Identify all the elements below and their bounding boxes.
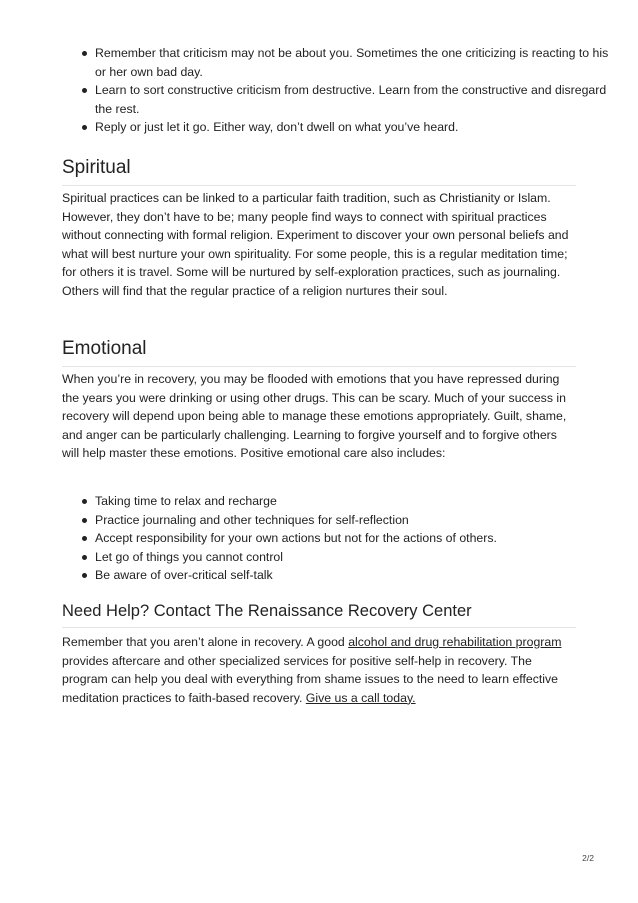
emotional-heading: Emotional xyxy=(62,337,576,367)
page-number: 2/2 xyxy=(582,853,594,863)
help-text-before-link: Remember that you aren’t alone in recovery. A good xyxy=(62,635,349,649)
list-item: Practice journaling and other techniques for self-reflection xyxy=(95,511,609,530)
list-item: Remember that criticism may not be about you. Sometimes the one criticizing is reacting to his or her own bad day. xyxy=(95,44,609,81)
list-item: Let go of things you cannot control xyxy=(95,548,609,567)
criticism-tips-list xyxy=(62,44,609,137)
list-item: Accept responsibility for your own actions but not for the actions of others. xyxy=(95,529,609,548)
emotional-paragraph: When you’re in recovery, you may be flooded with emotions that you have repressed during the years you were drinking or using other drugs. This can be scary. Much of your success in recovery will depend upon being able to manage these emotions appropriately. Guilt, shame, and anger can be particularly challenging. Learning to forgive yourself and to forgive others will help master these emotions. Positive emotional care also includes: xyxy=(62,372,567,461)
list-item: Learn to sort constructive criticism from destructive. Learn from the constructive and disregard the rest. xyxy=(95,81,609,118)
list-item: Taking time to relax and recharge xyxy=(95,492,609,511)
list-item: Be aware of over-critical self-talk xyxy=(95,566,609,585)
list-item: Reply or just let it go. Either way, don’t dwell on what you’ve heard. xyxy=(95,118,609,137)
rehab-program-link[interactable]: alcohol and drug rehabilitation program xyxy=(348,635,562,649)
spiritual-heading: Spiritual xyxy=(62,156,576,186)
need-help-paragraph xyxy=(62,633,576,707)
call-today-link[interactable]: Give us a call today. xyxy=(305,690,416,705)
need-help-heading: Need Help? Contact The Renaissance Recovery Center xyxy=(62,600,576,628)
spiritual-paragraph: Spiritual practices can be linked to a particular faith tradition, such as Christianity or Islam. However, they don’t have to be; many people find ways to connect with spiritual practices without connecting with formal religion. Experiment to discover your own personal beliefs and what will best nurture your own spirituality. For some people, this is a regular meditation time; for others it is travel. Some will be nurtured by self-exploration practices, such as journaling. Others will find that the regular practice of a religion nurtures their soul. xyxy=(62,191,569,298)
emotional-care-list xyxy=(62,492,609,585)
help-text-after-link: provides aftercare and other specialized services for positive self-help in recovery. The program can help you deal with everything from shame issues to the need to learn effective meditation practices to faith-based recovery. xyxy=(62,653,559,705)
